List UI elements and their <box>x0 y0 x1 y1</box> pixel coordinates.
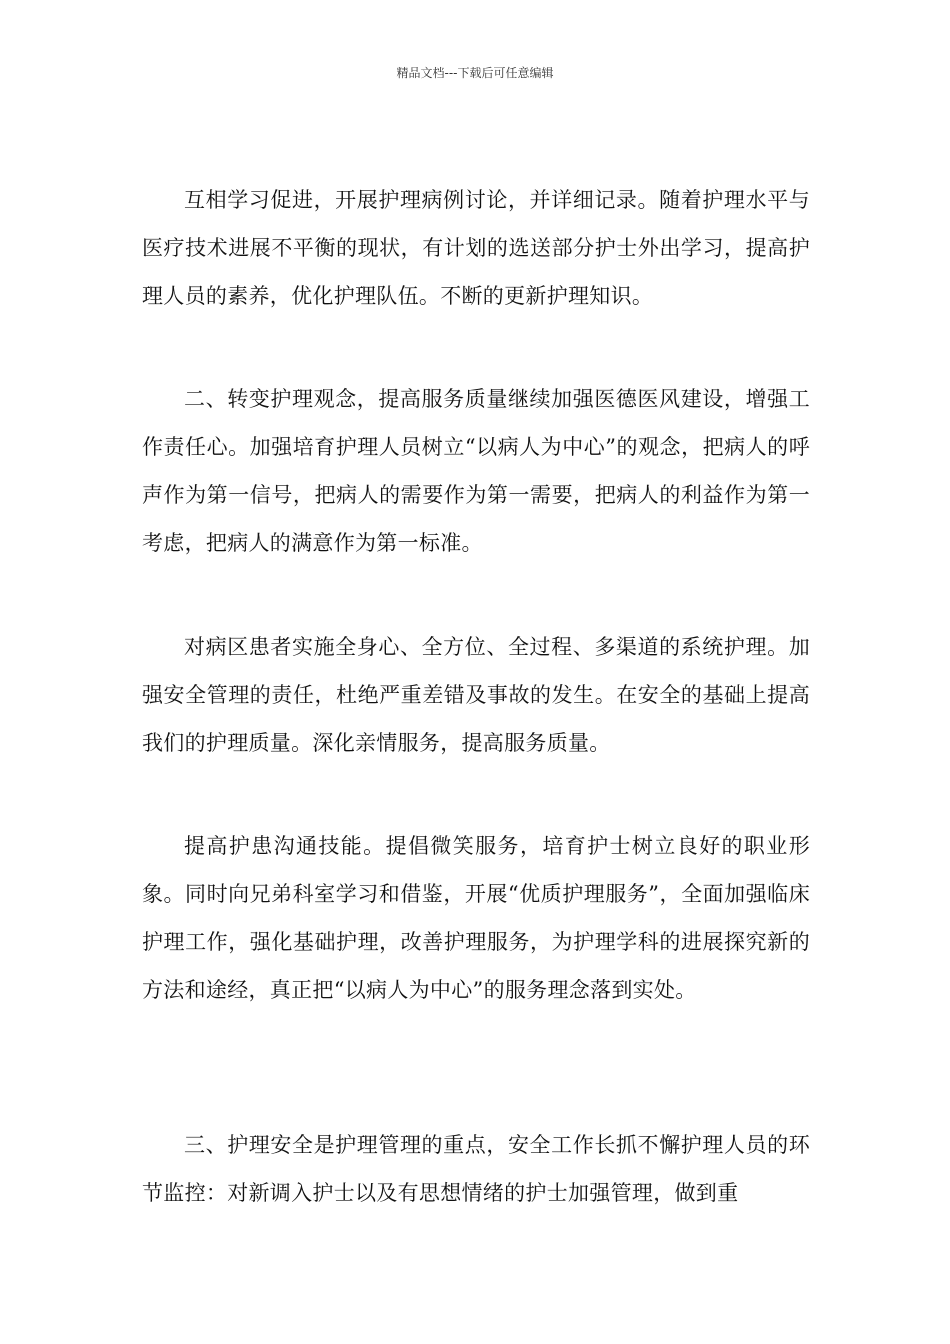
paragraph-3: 对病区患者实施全身心、全方位、全过程、多渠道的系统护理。加强安全管理的责任，杜绝严重差错及事故的发生。在安全的基础上提高我们的护理质量。深化亲情服务，提高服务质量。 <box>142 635 810 755</box>
paragraph-5: 三、护理安全是护理管理的重点，安全工作长抓不懈护理人员的环节监控：对新调入护士以及有思想情绪的护士加强管理，做到重 <box>142 1133 810 1205</box>
page-header: 精品文档---下载后可任意编辑 <box>396 66 554 80</box>
paragraph-1: 互相学习促进，开展护理病例讨论，并详细记录。随着护理水平与医疗技术进展不平衡的现状，有计划的选送部分护士外出学习，提高护理人员的素养，优化护理队伍。不断的更新护理知识。 <box>142 188 810 308</box>
paragraph-2: 二、转变护理观念，提高服务质量继续加强医德医风建设，增强工作责任心。加强培育护理人员树立“以病人为中心”的观念，把病人的呼声作为第一信号，把病人的需要作为第一需要，把病人的利益作为第一考虑，把病人的满意作为第一标准。 <box>142 387 810 555</box>
paragraph-4: 提高护患沟通技能。提倡微笑服务，培育护士树立良好的职业形象。同时向兄弟科室学习和借鉴，开展“优质护理服务”，全面加强临床护理工作，强化基础护理，改善护理服务，为护理学科的进展探究新的方法和途经，真正把“以病人为中心”的服务理念落到实处。 <box>142 834 810 1002</box>
